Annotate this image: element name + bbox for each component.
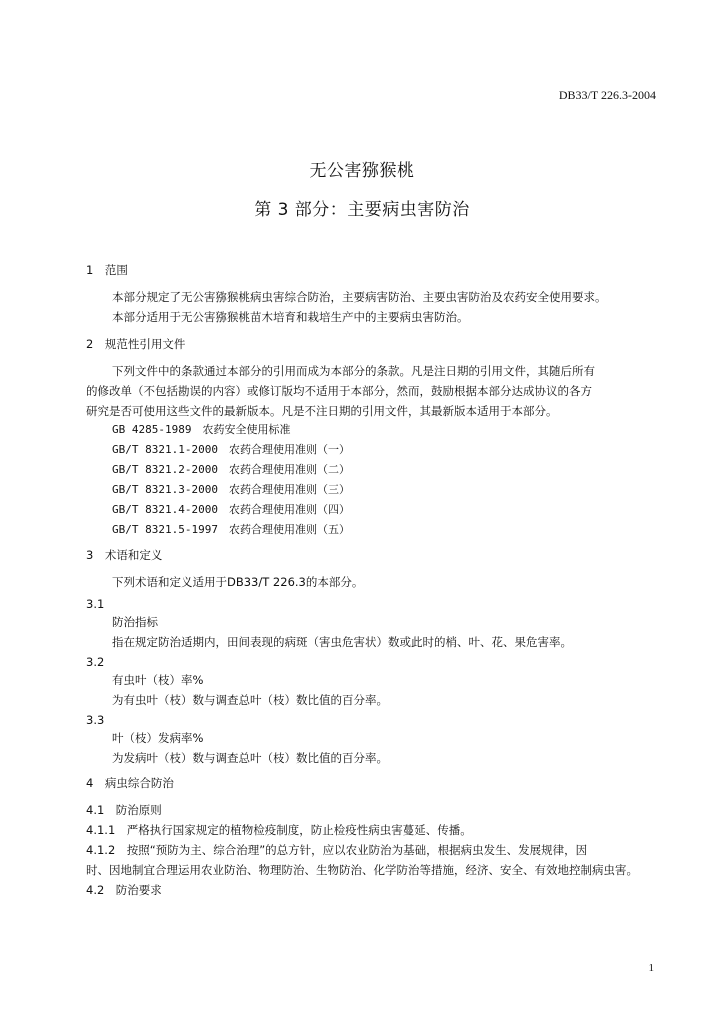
term-name: 防治指标 bbox=[112, 615, 158, 629]
subsection-4-2-heading: 4.2 防治要求 bbox=[86, 883, 162, 897]
clause-4-1-2-line-2: 时、因地制宜合理运用农业防治、物理防治、生物防治、化学防治等措施，经济、安全、有效地控制病虫害。 bbox=[86, 863, 638, 877]
reference-item: GB/T 8321.4-2000 农药合理使用准则（四） bbox=[112, 503, 350, 516]
reference-item: GB/T 8321.1-2000 农药合理使用准则（一） bbox=[112, 443, 350, 456]
reference-item: GB/T 8321.3-2000 农药合理使用准则（三） bbox=[112, 483, 350, 496]
section-2-line-3: 研究是否可使用这些文件的最新版本。凡是不注日期的引用文件，其最新版本适用于本部分。 bbox=[86, 404, 558, 418]
term-name: 叶（枝）发病率% bbox=[112, 731, 204, 745]
term-definition: 为有虫叶（枝）数与调查总叶（枝）数比值的百分率。 bbox=[112, 693, 388, 707]
section-1-heading: 1 范围 bbox=[86, 263, 128, 277]
standard-code: DB33/T 226.3-2004 bbox=[558, 88, 656, 102]
term-number: 3.3 bbox=[86, 713, 105, 727]
term-number: 3.1 bbox=[86, 597, 105, 611]
term-number: 3.2 bbox=[86, 655, 105, 669]
document-title: 无公害猕猴桃 bbox=[309, 161, 415, 181]
section-3-heading: 3 术语和定义 bbox=[86, 548, 163, 562]
reference-item: GB 4285-1989 农药安全使用标准 bbox=[112, 423, 291, 436]
section-2-line-1: 下列文件中的条款通过本部分的引用而成为本部分的条款。凡是注日期的引用文件，其随后所有 bbox=[112, 364, 595, 378]
section-1-paragraph-2: 本部分适用于无公害猕猴桃苗木培育和栽培生产中的主要病虫害防治。 bbox=[112, 310, 469, 324]
reference-item: GB/T 8321.2-2000 农药合理使用准则（二） bbox=[112, 463, 350, 476]
document-subtitle: 第 3 部分：主要病虫害防治 bbox=[254, 200, 470, 220]
term-definition: 指在规定防治适期内，田间表现的病斑（害虫危害状）数或此时的梢、叶、花、果危害率。 bbox=[112, 635, 572, 649]
section-3-intro: 下列术语和定义适用于DB33/T 226.3的本部分。 bbox=[112, 575, 364, 589]
term-name: 有虫叶（枝）率% bbox=[112, 673, 204, 687]
section-4-heading: 4 病虫综合防治 bbox=[86, 776, 174, 790]
clause-4-1-1: 4.1.1 严格执行国家规定的植物检疫制度，防止检疫性病虫害蔓延、传播。 bbox=[86, 823, 472, 837]
section-1-paragraph-1: 本部分规定了无公害猕猴桃病虫害综合防治，主要病害防治、主要虫害防治及农药安全使用要求。 bbox=[112, 290, 607, 304]
reference-item: GB/T 8321.5-1997 农药合理使用准则（五） bbox=[112, 523, 350, 536]
subsection-4-1-heading: 4.1 防治原则 bbox=[86, 803, 162, 817]
section-2-heading: 2 规范性引用文件 bbox=[86, 337, 186, 351]
clause-4-1-2-line-1: 4.1.2 按照“预防为主、综合治理”的总方针，应以农业防治为基础，根据病虫发生、发展规律，因 bbox=[86, 843, 588, 857]
page-number: 1 bbox=[648, 962, 654, 974]
section-2-line-2: 的修改单（不包括勘误的内容）或修订版均不适用于本部分，然而，鼓励根据本部分达成协议的各方 bbox=[86, 384, 592, 398]
term-definition: 为发病叶（枝）数与调查总叶（枝）数比值的百分率。 bbox=[112, 751, 388, 765]
